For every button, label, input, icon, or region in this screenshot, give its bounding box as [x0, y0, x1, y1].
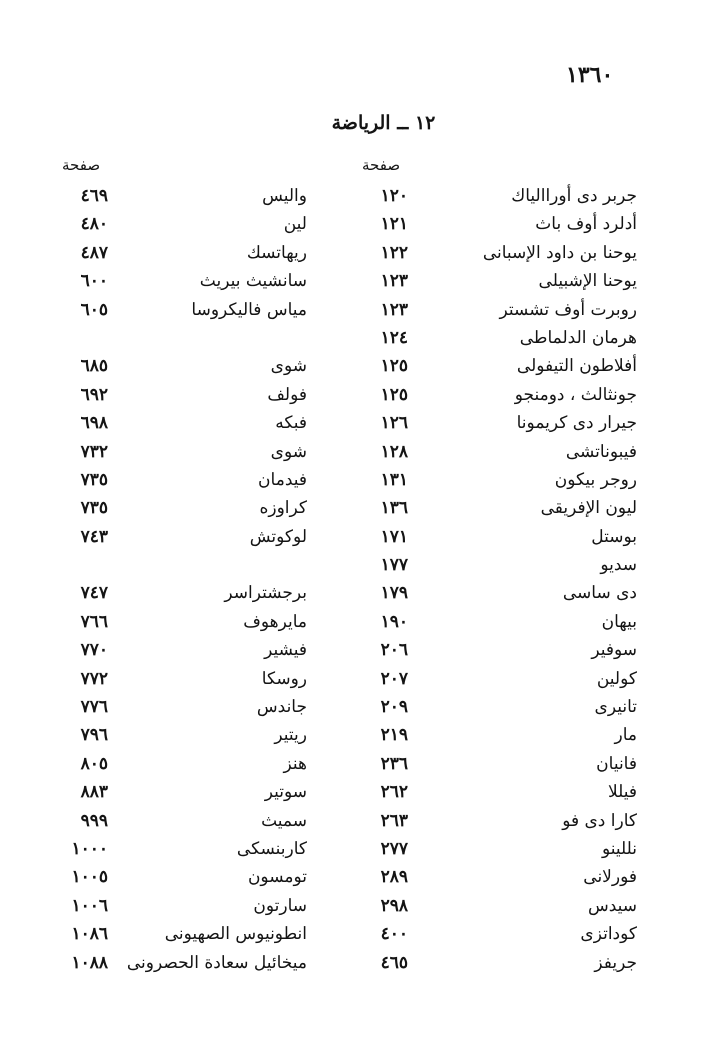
left-entry-name: روسكا: [261, 668, 307, 689]
right-entry-page: ٢٩٨: [380, 895, 408, 916]
left-entry-page: ٤٨٧: [80, 242, 108, 263]
right-entry-page: ١٢٠: [380, 186, 408, 206]
right-entry-name: بوستل: [591, 526, 637, 547]
index-row: [0, 296, 727, 324]
right-entry-page: ٢٨٩: [380, 867, 408, 888]
right-entry-name: سيدس: [587, 895, 637, 916]
index-row: [0, 381, 727, 409]
right-entry-name: سوفير: [591, 640, 637, 661]
right-entry-page: ١٢٤: [380, 327, 408, 348]
left-entry-name: فيدمان: [258, 469, 307, 490]
left-entry-page: ٩٩٩: [80, 810, 108, 831]
left-entry-page: ٧٧٢: [80, 668, 108, 689]
right-entry-name: أفلاطون التيفولى: [516, 356, 637, 377]
left-entry-page: ٧٦٦: [80, 611, 108, 632]
right-entry-page: ١٣١: [380, 469, 408, 490]
left-entry-page: ٦٠٠: [80, 271, 108, 292]
left-entry-name: فيشير: [264, 640, 307, 661]
left-entry-name: فولف: [267, 384, 307, 405]
index-row: [0, 523, 727, 551]
left-entry-page: ٦٩٨: [80, 413, 108, 434]
right-entry-page: ١٧١: [380, 526, 408, 547]
index-row: [0, 807, 727, 835]
right-entry-name: أدلرد أوف باث: [535, 214, 637, 235]
index-row: [0, 210, 727, 238]
index-row: [0, 721, 727, 749]
right-entry-page: ٢٠٧: [380, 668, 408, 689]
right-entry-name: نللينو: [601, 838, 637, 859]
left-entry-page: ٧٧٠: [80, 640, 108, 661]
index-row: [0, 466, 727, 494]
index-row: [0, 438, 727, 466]
left-entry-name: ميخائيل سعادة الحصرونى: [126, 952, 307, 973]
index-row: [0, 892, 727, 920]
index-row: [0, 949, 727, 977]
right-entry-page: ٢٣٦: [380, 753, 408, 774]
left-entry-page: ١٠٠٠: [71, 838, 108, 859]
left-entry-page: ٦٩٢: [80, 384, 108, 405]
section-title: ١٢ ــ الرياضة: [331, 112, 436, 134]
left-entry-name: لوكوتش: [249, 526, 307, 547]
index-row: [0, 863, 727, 891]
left-entry-name: جاندس: [256, 697, 307, 718]
left-entry-page: ٧٣٥: [80, 498, 108, 519]
left-entry-name: تومسون: [247, 867, 307, 888]
column-header-left: صفحة: [62, 156, 101, 174]
right-entry-page: ١٢٥: [380, 356, 408, 377]
right-entry-page: ١٢٣: [380, 299, 408, 320]
left-entry-page: ٦٨٥: [80, 356, 108, 377]
right-entry-name: روجر بيكون: [554, 469, 637, 490]
index-row: [0, 693, 727, 721]
right-entry-name: روبرت أوف تشستر: [499, 299, 637, 320]
index-row: [0, 636, 727, 664]
right-entry-name: فيبوناتشى: [565, 441, 637, 462]
right-entry-page: ٢١٩: [380, 725, 408, 746]
left-entry-page: ١٠٠٥: [71, 867, 108, 888]
index-entries: [0, 182, 727, 977]
right-entry-name: دى ساسى: [562, 583, 637, 604]
index-row: [0, 579, 727, 607]
right-entry-name: فيللا: [607, 782, 637, 803]
index-row: [0, 608, 727, 636]
left-entry-name: شوى: [270, 441, 307, 462]
index-row: [0, 182, 727, 210]
left-entry-page: ٤٨٠: [80, 214, 108, 235]
index-row: [0, 778, 727, 806]
right-entry-page: ١٢٨: [380, 441, 408, 462]
right-entry-name: يوحنا بن داود الإسبانى: [482, 242, 637, 263]
index-row: [0, 494, 727, 522]
right-entry-page: ١٧٩: [380, 583, 408, 604]
index-row: [0, 920, 727, 948]
index-row: [0, 750, 727, 778]
left-entry-name: لين: [283, 214, 307, 235]
left-entry-page: ٨٨٣: [80, 782, 108, 803]
left-entry-name: كراوزه: [259, 498, 307, 519]
index-row: [0, 665, 727, 693]
right-entry-page: ١٢٥: [380, 384, 408, 405]
right-entry-page: ١٢٦: [380, 413, 408, 434]
left-entry-name: سميث: [261, 810, 307, 831]
right-entry-page: ٢٠٦: [380, 640, 408, 661]
right-entry-page: ٢٦٣: [380, 810, 408, 831]
left-entry-page: ١٠٠٦: [71, 895, 108, 916]
left-entry-name: كاربنسكى: [236, 838, 307, 859]
left-entry-page: ١٠٨٦: [71, 924, 108, 945]
left-entry-page: ٧٣٢: [80, 441, 108, 462]
index-row: [0, 409, 727, 437]
right-entry-page: ٤٠٠: [380, 924, 408, 945]
index-row: [0, 267, 727, 295]
left-entry-name: مياس فاليكروسا: [191, 299, 307, 320]
page-number: ١٣٦٠: [566, 62, 614, 88]
left-entry-name: سارتون: [253, 895, 307, 916]
left-entry-name: واليس: [262, 186, 307, 206]
left-entry-name: ريتير: [274, 725, 307, 746]
left-entry-name: سانشيث بيريث: [199, 271, 307, 292]
right-entry-name: فانيان: [596, 753, 637, 774]
right-entry-page: ٤٦٥: [380, 952, 408, 973]
right-entry-name: كوداتزى: [580, 924, 637, 945]
index-row: [0, 324, 727, 352]
left-entry-name: شوى: [270, 356, 307, 377]
left-entry-page: ٦٠٥: [80, 299, 108, 320]
right-entry-page: ١٢١: [380, 214, 408, 235]
index-row: [0, 239, 727, 267]
left-entry-name: سوتير: [264, 782, 307, 803]
right-entry-page: ٢٠٩: [380, 697, 408, 718]
right-entry-name: ليون الإفريقى: [540, 498, 637, 519]
right-entry-name: جريفز: [594, 952, 637, 973]
right-entry-name: كولين: [596, 668, 637, 689]
left-entry-name: فبكه: [275, 413, 307, 434]
right-entry-page: ١٧٧: [380, 555, 408, 576]
left-entry-page: ٧٤٧: [80, 583, 108, 604]
left-entry-page: ٤٦٩: [80, 186, 108, 206]
left-entry-name: ريهاتسك: [246, 242, 307, 263]
left-entry-page: ٨٠٥: [80, 753, 108, 774]
right-entry-name: جيرار دى كريمونا: [516, 413, 637, 434]
right-entry-name: بيهان: [601, 611, 637, 632]
right-entry-name: جربر دى أوراالياك: [511, 186, 637, 206]
left-entry-page: ٧٧٦: [80, 697, 108, 718]
left-entry-name: مايرهوف: [243, 611, 307, 632]
right-entry-page: ١٢٣: [380, 271, 408, 292]
left-entry-page: ٧٤٣: [80, 526, 108, 547]
right-entry-name: تانيرى: [594, 697, 637, 718]
right-entry-name: سديو: [600, 555, 637, 576]
right-entry-page: ١٢٢: [380, 242, 408, 263]
right-entry-name: هرمان الدلماطى: [519, 327, 637, 348]
left-entry-name: انطونيوس الصهيونى: [164, 924, 307, 945]
left-entry-name: برجشتراسر: [224, 583, 307, 604]
column-header-right: صفحة: [362, 156, 401, 174]
right-entry-name: كارا دى فو: [562, 810, 637, 831]
index-row: [0, 352, 727, 380]
left-entry-name: هنز: [283, 753, 307, 774]
index-row: [0, 835, 727, 863]
right-entry-page: ٢٦٢: [380, 782, 408, 803]
index-row: [0, 551, 727, 579]
right-entry-name: فورلانى: [583, 867, 637, 888]
right-entry-name: مار: [614, 725, 637, 746]
left-entry-page: ٧٣٥: [80, 469, 108, 490]
right-entry-page: ١٣٦: [380, 498, 408, 519]
right-entry-name: جونثالث ، دومنجو: [514, 384, 637, 405]
left-entry-page: ٧٩٦: [80, 725, 108, 746]
right-entry-page: ١٩٠: [380, 611, 408, 632]
left-entry-page: ١٠٨٨: [71, 952, 108, 973]
right-entry-name: يوحنا الإشبيلى: [538, 271, 637, 292]
right-entry-page: ٢٧٧: [380, 838, 408, 859]
